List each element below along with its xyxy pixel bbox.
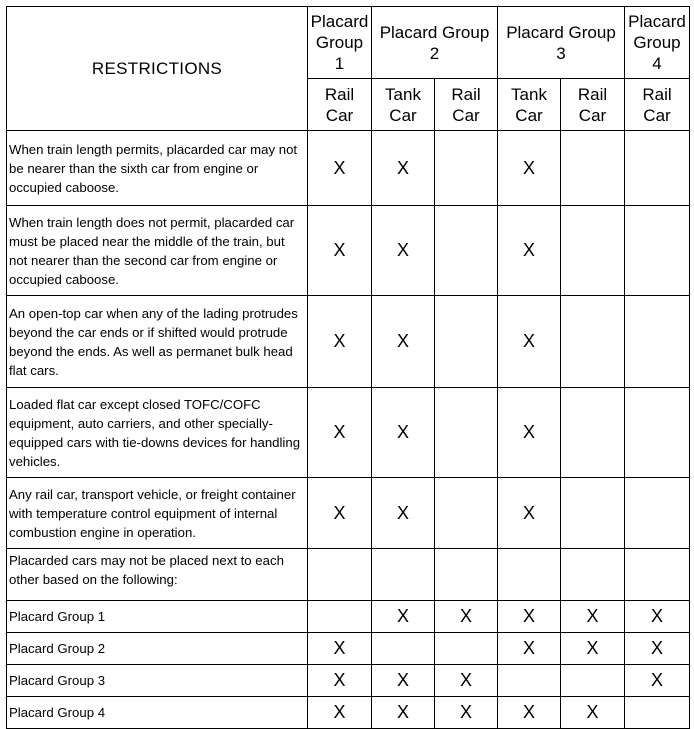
x-mark: X	[308, 633, 372, 665]
group-2-line1: Placard Group	[379, 22, 490, 42]
adjacency-label: Placard Group 4	[7, 697, 308, 729]
x-mark: X	[435, 665, 498, 697]
adjacency-intro-text: Placarded cars may not be placed next to each other based on the following:	[7, 549, 308, 601]
group-4-header	[625, 7, 690, 79]
x-mark: X	[308, 131, 372, 206]
x-mark: X	[625, 633, 690, 665]
x-mark	[625, 206, 690, 296]
car-type-header	[498, 79, 561, 131]
car-type-line1: Tank	[511, 84, 547, 104]
x-mark	[561, 388, 625, 478]
empty-cell	[498, 549, 561, 601]
header-row-groups	[7, 7, 690, 79]
x-mark	[435, 388, 498, 478]
x-mark: X	[372, 296, 435, 388]
x-mark	[435, 296, 498, 388]
x-mark: X	[308, 296, 372, 388]
car-type-line1: Rail	[577, 84, 608, 104]
restriction-text: An open-top car when any of the lading protrudes beyond the car ends or if shifted would protrude beyond the ends. As well as permanet bulk head flat cars.	[7, 296, 308, 388]
car-type-line2: Car	[452, 105, 480, 125]
x-mark: X	[308, 665, 372, 697]
x-mark: X	[372, 697, 435, 729]
car-type-line2: Car	[578, 105, 607, 125]
x-mark	[435, 478, 498, 549]
x-mark	[372, 633, 435, 665]
x-mark: X	[561, 633, 625, 665]
group-2-header	[372, 7, 498, 79]
x-mark: X	[308, 206, 372, 296]
x-mark	[625, 478, 690, 549]
x-mark: X	[498, 296, 561, 388]
x-mark: X	[372, 478, 435, 549]
group-1-line2: Group	[315, 33, 364, 52]
x-mark: X	[308, 388, 372, 478]
empty-cell	[561, 549, 625, 601]
car-type-header	[308, 79, 372, 131]
x-mark	[561, 206, 625, 296]
restriction-text: When train length permits, placarded car may not be nearer than the sixth car from engine or occupied caboose.	[7, 131, 308, 206]
car-type-line1: Tank	[385, 84, 421, 104]
empty-cell	[372, 549, 435, 601]
adjacency-label: Placard Group 2	[7, 633, 308, 665]
x-mark: X	[498, 206, 561, 296]
x-mark: X	[372, 665, 435, 697]
x-mark	[625, 697, 690, 729]
x-mark: X	[498, 131, 561, 206]
group-3-line1: Placard Group	[506, 22, 616, 42]
x-mark: X	[498, 388, 561, 478]
x-mark	[435, 206, 498, 296]
x-mark	[561, 478, 625, 549]
group-2-line2: 2	[429, 43, 440, 63]
x-mark	[625, 388, 690, 478]
group-4-line2: Group	[633, 33, 681, 52]
table-row	[7, 131, 690, 206]
x-mark: X	[308, 697, 372, 729]
x-mark: X	[372, 131, 435, 206]
x-mark: X	[498, 633, 561, 665]
car-type-line2: Car	[515, 105, 543, 125]
x-mark: X	[498, 601, 561, 633]
restriction-text: Loaded flat car except closed TOFC/COFC equipment, auto carriers, and other specially-equipped cars with tie-downs devices for handling vehicles.	[7, 388, 308, 478]
x-mark: X	[308, 478, 372, 549]
x-mark	[625, 296, 690, 388]
car-type-header	[435, 79, 498, 131]
group-3-line2: 3	[556, 43, 566, 63]
x-mark: X	[372, 206, 435, 296]
car-type-line2: Car	[325, 105, 354, 125]
adjacency-label: Placard Group 3	[7, 665, 308, 697]
car-type-header	[372, 79, 435, 131]
car-type-line1: Rail	[451, 84, 481, 104]
x-mark: X	[435, 697, 498, 729]
group-1-line1: Placard	[310, 12, 369, 31]
x-mark: X	[625, 601, 690, 633]
x-mark: X	[435, 601, 498, 633]
restriction-text: Any rail car, transport vehicle, or freight container with temperature control equipment of internal combustion engine in operation.	[7, 478, 308, 549]
group-4-line1: Placard	[628, 12, 686, 31]
car-type-line1: Rail	[324, 84, 355, 104]
table-row	[7, 478, 690, 549]
x-mark: X	[498, 697, 561, 729]
table-row	[7, 296, 690, 388]
table-row	[7, 388, 690, 478]
x-mark	[625, 131, 690, 206]
x-mark	[498, 665, 561, 697]
x-mark: X	[372, 601, 435, 633]
group-1-line3: 1	[334, 54, 345, 73]
x-mark: X	[625, 665, 690, 697]
table-row	[7, 206, 690, 296]
x-mark	[561, 296, 625, 388]
x-mark	[561, 131, 625, 206]
empty-cell	[308, 549, 372, 601]
car-type-line2: Car	[643, 105, 671, 125]
adjacency-row	[7, 601, 690, 633]
group-3-header	[498, 7, 625, 79]
restrictions-header-label: RESTRICTIONS	[91, 59, 223, 78]
empty-cell	[625, 549, 690, 601]
group-4-line3: 4	[652, 54, 662, 73]
x-mark: X	[561, 697, 625, 729]
restrictions-table	[6, 6, 690, 729]
group-1-header	[308, 7, 372, 79]
x-mark: X	[561, 601, 625, 633]
adjacency-row	[7, 665, 690, 697]
restriction-text: When train length does not permit, placarded car must be placed near the middle of the train, but not nearer than the second car from engine or occupied caboose.	[7, 206, 308, 296]
restrictions-header	[7, 7, 308, 131]
car-type-header	[561, 79, 625, 131]
car-type-line2: Car	[389, 105, 417, 125]
adjacency-row	[7, 697, 690, 729]
x-mark	[435, 633, 498, 665]
adjacency-label: Placard Group 1	[7, 601, 308, 633]
x-mark: X	[498, 478, 561, 549]
empty-cell	[435, 549, 498, 601]
adjacency-intro-row	[7, 549, 690, 601]
x-mark	[435, 131, 498, 206]
adjacency-row	[7, 633, 690, 665]
x-mark	[561, 665, 625, 697]
car-type-line1: Rail	[642, 84, 672, 104]
x-mark: X	[372, 388, 435, 478]
car-type-header	[625, 79, 690, 131]
x-mark	[308, 601, 372, 633]
